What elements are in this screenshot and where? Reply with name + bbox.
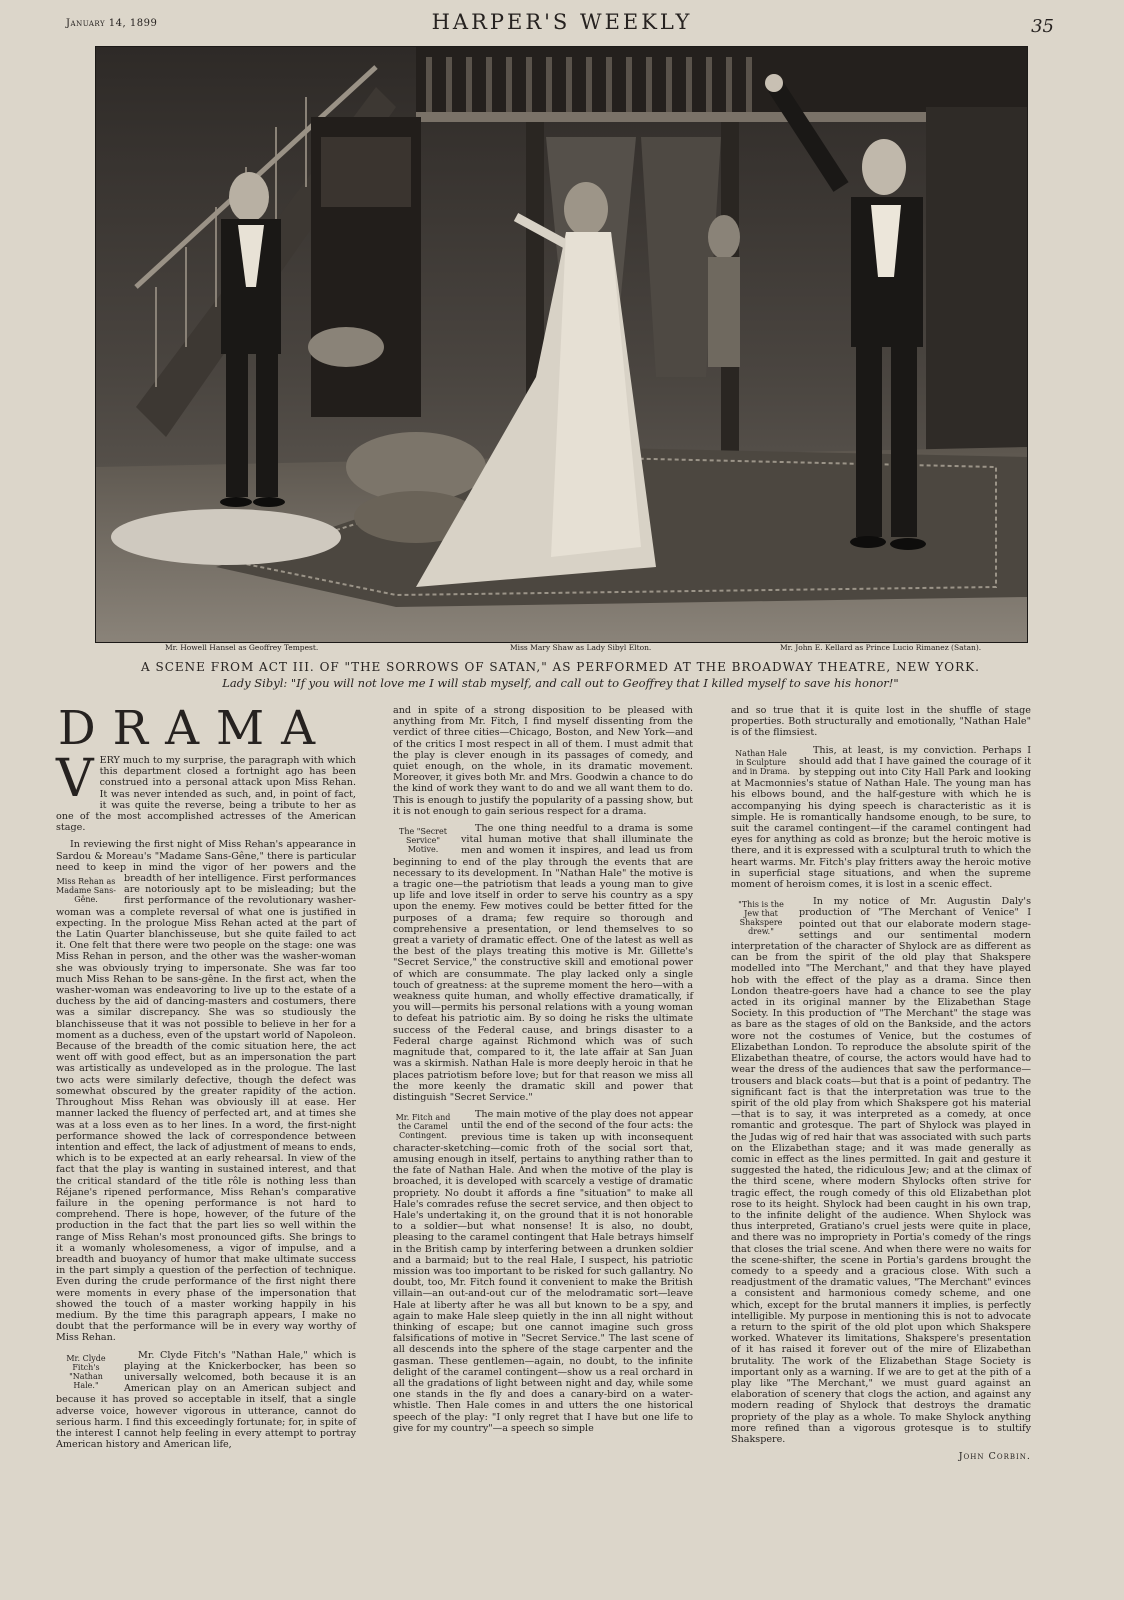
drop-cap: V <box>56 749 94 809</box>
photo-credits <box>95 641 1026 655</box>
sidenote-fitch: Mr. Clyde Fitch's "Nathan Hale." <box>66 1353 106 1390</box>
paragraph: and in spite of a strong disposition to be pleased with anything from Mr. Fitch, I find myself dissenting from the verdict of three cities—Chicago, Boston, and New York—and of the critics I most respect in all of them. I must admit that the play is clever enough in its passages of comedy, and quiet enough, on the whole, in its dramatic movement. Moreover, it gives both Mr. and Mrs. Goodwin a chance to do the kind of work they want to do and we all want them to do. This is enough to justify the popularity of a passing show, but it is not enough to gain serious respect for a drama. <box>393 705 693 817</box>
issue-date: January 14, 1899 <box>66 18 158 29</box>
photo-caption-quote: Lady Sibyl: "If you will not love me I will stab myself, and call out to Geoffrey that I killed myself to save his honor!" <box>222 676 899 690</box>
article-column-3 <box>731 705 1031 1462</box>
running-head <box>0 10 1124 40</box>
paragraph <box>56 839 356 1343</box>
credit-left: Mr. Howell Hansel as Geoffrey Tempest. <box>165 643 319 652</box>
magazine-title: HARPER'S WEEKLY <box>431 10 693 34</box>
author-signature: John Corbin. <box>958 1451 1031 1463</box>
sidenote-secret-service: The "Secret Service" Motive. <box>399 827 447 855</box>
paragraph-text: The one thing needful to a drama is some vital human motive that shall illuminate the men and women it inspires, and lead us from beginning to end of the play through the events that are necessary to its development. In "Nathan Hale" the motive is a tragic one—the patriotism that leads a young man to give up life and love itself in order to serve his country as a spy upon the enemy. Few motives could be better fitted for the purposes of a drama; few require so thorough and comprehensive a presentation, or lend themselves to so great a variety of dramatic effect. One of the latest as well as the best of the plays treating this motive is Mr. Gillette's "Secret Service," the constructive skill and emotional power of which are consummate. The play lacked only a single touch of greatness: at the supreme moment the hero—with a weakness quite human, and wholly effective dramatically, if you will—permits his personal relations with a young woman to defeat his patriotic aim. By so doing he risks the ultimate success of the Federal cause, and brings disaster to a Federal charge against Richmond which was of such magnitude that, compared to it, the late affair at San Juan was a skirmish. Nathan Hale is more deeply heroic in that he places patriotism before love; but for that reason we miss all the more keenly the dramatic skill and power that distinguish "Secret Service." <box>393 823 693 1103</box>
paragraph-text: First performances are notoriously apt to be misleading; but the first performance of the revolutionary washer-woman was a complete reversal of what one is justified in expecting. In the prologue Miss Rehan acted at the part of the Latin Quarter blanchisseuse, but she quite failed to act it. One felt that there were two people on the stage: one was Miss Rehan in person, and the other was the washer-woman she was obviously trying to impersonate. She was far too much Miss Rehan to be sans-gêne. In the first act, when the washer-woman was endeavoring to live up to the estate of a duchess by the aid of dancing-masters and costumers, there was a similar discrepancy. She was so studiously the blanchisseuse that it was not possible to believe in her for a moment as a duchess, even of the upstart world of Napoleon. Because of the breadth of the comic situation here, the act went off with good effect, but as an impersonation the part was artistically as undeveloped as in the prologue. The last two acts were similarly defective, though the defect was somewhat obscured by the greater rapidity of the action. Throughout Miss Rehan was obviously ill at ease. Her manner lacked the fluency of perfected art, and at times she was at a loss even as to her lines. In a word, the first-night performance showed the lack of correspondence between intention and effect, the lack of adjustment of means to ends, which is to be expected at an early rehearsal. In view of the fact that the play is wanting in sustained interest, and that the critical standard of the title rôle is nothing less than Réjane's ripened performance, Miss Rehan's comparative failure in the opening performance is not hard to comprehend. There is hope, however, of the future of the production in the fact that the part lies so well within the range of Miss Rehan's most pronounced gifts. She brings to it a womanly wholesomeness, a vigor of impulse, and a breadth and buoyancy of humor that make ultimate success in the part simply a question of the perfection of technique. Even during the crude performance of the first night there were moments in every phase of the impersonation that showed the touch of a master working happily in his medium. By the time this paragraph appears, I make no doubt that the performance will be in every way worthy of Miss Rehan. <box>56 873 356 1344</box>
paragraph-text: In reviewing the first night of Miss Rehan's appearance in Sardou & Moreau's "Madame Sans-Gêne," there is particular need to keep in mind the vigor of her powers and the breadth of her intelligence. <box>56 839 356 885</box>
sidenote-sculpture: Nathan Hale in Sculpture and in Drama. <box>732 748 790 776</box>
sidenote-caramel: Mr. Fitch and the Caramel Contingent. <box>395 1113 451 1141</box>
paragraph-text: This, at least, is my conviction. Perhaps I should add that I have gained the courage of it by stepping out into City Hall Park and looking at Macmonnies's statue of Nathan Hale. The young man has his elbows bound, and the half-gesture with which he is accompanying his dying speech is characteristic as it is simple. He is romantically handsome enough, to be sure, to suit the caramel contingent—if the caramel contingent had eyes for anything as cold as bronze; but the heroic motive is there, and it is expressed with a sculptural truth to which the heart warms. Mr. Fitch's play fritters away the heroic motive in superficial stage situations, and when the supreme moment of heroism comes, it is lost in a scenic effect. <box>731 744 1031 891</box>
paragraph <box>731 745 1031 891</box>
article-heading: DRAMA <box>58 701 333 756</box>
paragraph-text: The main motive of the play does not appear until the end of the second of the four acts: the previous time is taken up with inconsequent character-sketching—comic froth of the social sort that, amusing enough in itself, pertains to anything rather than to the fate of Nathan Hale. And when the motive of the play is broached, it is developed with scarcely a vestige of dramatic propriety. No doubt it affords a fine "situation" to make all Hale's comrades refuse the secret service, and then object to Hale's undertaking it, on the ground that it is not honorable to a soldier—but what nonsense! It is also, no doubt, pleasing to the caramel contingent that Hale betrays himself in the British camp by interfering between a drunken soldier and a barmaid; but to the real Hale, I suspect, his patriotic mission was too important to be risked for such gallantry. No doubt, too, Mr. Fitch found it convenient to make the British villain—an out-and-out cur of the melodramatic sort—leave Hale at liberty after he was all but known to be a spy, and again to make Hale sleep quietly in the inn all night without thinking of escape; but one cannot imagine such gross falsifications of motive in "Secret Service." The last scene of all descends into the sphere of the stage carpenter and the gasman. These gentlemen—again, no doubt, to the infinite delight of the caramel contingent—show us a real orchard in all the gradations of light between night and day, while some one stands in the fly and does a canary-bird on a water-whistle. Then Hale comes in and utters the one historical speech of the play: "I only regret that I have but one life to give for my country"—a speech so simple <box>393 1109 693 1434</box>
paragraph-text: In my notice of Mr. Augustin Daly's production of "The Merchant of Venice" I pointed out that our elaborate modern stage-settings and our sentimental modern interpretation of the character of Shylock are as different as can be from the spirit of the old play that Shakspere modelled into "The Merchant," and that they have played hob with the effect of the play as a drama. Since then London theatre-goers have had a chance to see the play acted in its original manner by the Elizabethan Stage Society. In this production of "The Merchant" the stage was as bare as the stages of old on the Bankside, and the actors wore not the costumes of Venice, but the costumes of Elizabethan London. To reproduce the absolute spirit of the Elizabethan theatre, of course, the actors would have had to wear the dress of the audiences that saw the performance—trousers and black coats—but that is a point of pedantry. The significant fact is that the interpretation was true to the spirit of the old play from which Shakspere got his material—that is to say, it was interpreted as a comedy, at once romantic and grotesque. The part of Shylock was played in the Judas wig of red hair that was associated with such parts on the Elizabethan stage; and it was made generally as comic in effect as the lines permitted. In gait and gesture it suggested the hated, the ridiculous Jew; and at the climax of the third scene, where modern Shylocks often strive for tragic effect, the rough comedy of this old Elizabethan plot rose to its height. Shylock had been caught in his own trap, to the infinite delight of the audience. When Shylock was thus interpreted, Gratiano's cruel jests were quite in place, and there was no impropriety in Portia's comedy of the rings that closes the trial scene. And when there were no waits for the scene-shifter, the scene in Portia's gardens brought the comedy to a speedy and a gracious close. With such a readjustment of the dramatic values, "The Merchant" evinces a consistent and harmonious comedy scheme, and one which, except for the brutal manners it implies, is perfectly intelligible. My purpose in mentioning this is not to advocate a return to the spirit of the old plot upon which Shakspere worked. Whatever its limitations, Shakspere's presentation of it has raised it forever out of the mire of Elizabethan brutality. The work of the Elizabethan Stage Society is important only as a warning. If we are to get at the pith of a play like "The Merchant," we must guard against an elaboration of scenery that clogs the action, and against any modern reading of Shylock that destroys the dramatic propriety of the play as a whole. To make Shylock anything more refined than a vigorous grotesque is to stultify Shakspere. <box>731 896 1031 1445</box>
article-column-1 <box>56 701 356 1456</box>
sidenote-rehan: Miss Rehan as Madame Sans-Gêne. <box>56 877 116 905</box>
stage-photograph <box>95 46 1028 643</box>
sidenote-shylock: "This is the Jew that Shakspere drew." <box>738 900 784 937</box>
paragraph <box>393 1109 693 1434</box>
paragraph <box>393 823 693 1103</box>
stage-scene-illustration <box>96 47 1027 642</box>
article-lead-paragraph <box>56 749 356 834</box>
page-number: 35 <box>1031 16 1054 37</box>
paragraph-text: ERY much to my surprise, the paragraph with which this department closed a fortnight ago has been construed into a personal attack upon Miss Rehan. It was never intended as such, and, in point of fact, it was quite the reverse, being a tribute to her as one of the most accomplished actresses of the American stage. <box>56 755 356 834</box>
paragraph-text: Mr. Clyde Fitch's "Nathan Hale," which is playing at the Knickerbocker, has been so universally welcomed, both because it is an American play on an American subject and because it has proved so acceptable in itself, that a single adverse voice, however vigorous in utterance, cannot do serious harm. I find this exceedingly fortunate; for, in spite of the interest I cannot help feeling in every attempt to portray American history and American life, <box>56 1349 356 1451</box>
credit-center: Miss Mary Shaw as Lady Sibyl Elton. <box>510 643 652 652</box>
photo-caption: A SCENE FROM ACT III. OF "THE SORROWS OF SATAN," AS PERFORMED AT THE BROADWAY THEATRE, NEW YORK. <box>141 660 980 674</box>
paragraph: and so true that it is quite lost in the shuffle of stage properties. Both structurally and emotionally, "Nathan Hale" is of the flimsiest. <box>731 705 1031 739</box>
paragraph <box>731 896 1031 1445</box>
article-column-2 <box>393 705 693 1440</box>
credit-right: Mr. John E. Kellard as Prince Lucio Rimanez (Satan). <box>780 643 982 652</box>
paragraph <box>56 1350 356 1451</box>
